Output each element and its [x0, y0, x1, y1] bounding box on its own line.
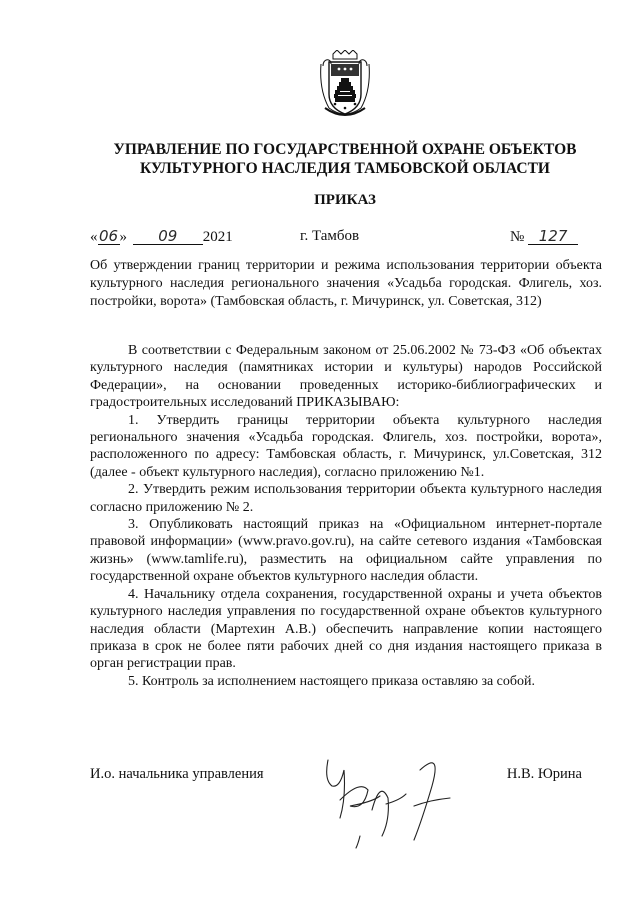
- date-year: 2021: [202, 229, 233, 245]
- signatory-position: И.о. начальника управления: [90, 766, 264, 782]
- date-day: 06: [98, 227, 119, 245]
- city: г. Тамбов: [300, 228, 360, 244]
- date-month: 09: [133, 228, 203, 245]
- order-preamble: В соответствии с Федеральным законом от 25.06.2002 № 73-ФЗ «Об объектах культурного наследия (памятниках истории и культуры) народов Российской Федерации», на основании проведенных историко-библиографических и градостроительных исследований ПРИКАЗЫВАЮ:: [90, 343, 602, 411]
- org-title-line-1: УПРАВЛЕНИЕ ПО ГОСУДАРСТВЕННОЙ ОХРАНЕ ОБЪЕКТОВ: [113, 141, 577, 158]
- number-label: №: [510, 229, 525, 245]
- organization-title: [60, 140, 630, 178]
- number-value: 127: [528, 228, 578, 245]
- org-title-line-2: КУЛЬТУРНОГО НАСЛЕДИЯ ТАМБОВСКОЙ ОБЛАСТИ: [140, 160, 550, 177]
- date-number-row: [90, 228, 590, 248]
- order-date: [90, 228, 233, 246]
- handwritten-signature: [310, 740, 460, 850]
- document-type: ПРИКАЗ: [314, 192, 376, 208]
- order-item-2: 2. Утвердить режим использования территории объекта культурного наследия согласно приложению № 2.: [90, 482, 602, 515]
- order-item-5: 5. Контроль за исполнением настоящего приказа оставляю за собой.: [128, 673, 536, 689]
- order-subject: Об утверждении границ территории и режима использования территории объекта культурного наследия регионального значения «Усадьба городская. Флигель, хоз. постройки, ворота» (Тамбовская область, г. Мичуринск, ул. Советская, 312): [90, 258, 602, 310]
- order-item-3: 3. Опубликовать настоящий приказ на «Официальном интернет-портале правовой информации» (www.pravo.gov.ru), на сайте сетевого издания «Тамбовская жизнь» (www.tamlife.ru), разместить на официальном сайте управления по государственной охране объектов культурного наследия области.: [90, 517, 602, 585]
- close-quote: »: [119, 229, 127, 245]
- open-quote: «: [90, 229, 98, 245]
- coat-of-arms-icon: [319, 50, 371, 120]
- order-number: [510, 228, 578, 246]
- order-body: [90, 342, 602, 690]
- signatory-name: Н.В. Юрина: [506, 766, 582, 782]
- order-item-1: 1. Утвердить границы территории объекта культурного наследия регионального значения «Усадьба городская. Флигель, хоз. постройки, ворота», расположенного по адресу: Тамбовская область, г. Мичуринск, ул.Советская, 312 (далее - объект культурного наследия), согласно приложению №1.: [90, 412, 602, 480]
- order-item-4: 4. Начальнику отдела сохранения, государственной охраны и учета объектов культурного наследия управления по государственной охране объектов культурного наследия области (Мартехин А.В.) обеспечить направление копии настоящего приказа в срок не более пяти рабочих дней со дня издания настоящего приказа в орган регистрации прав.: [90, 586, 602, 672]
